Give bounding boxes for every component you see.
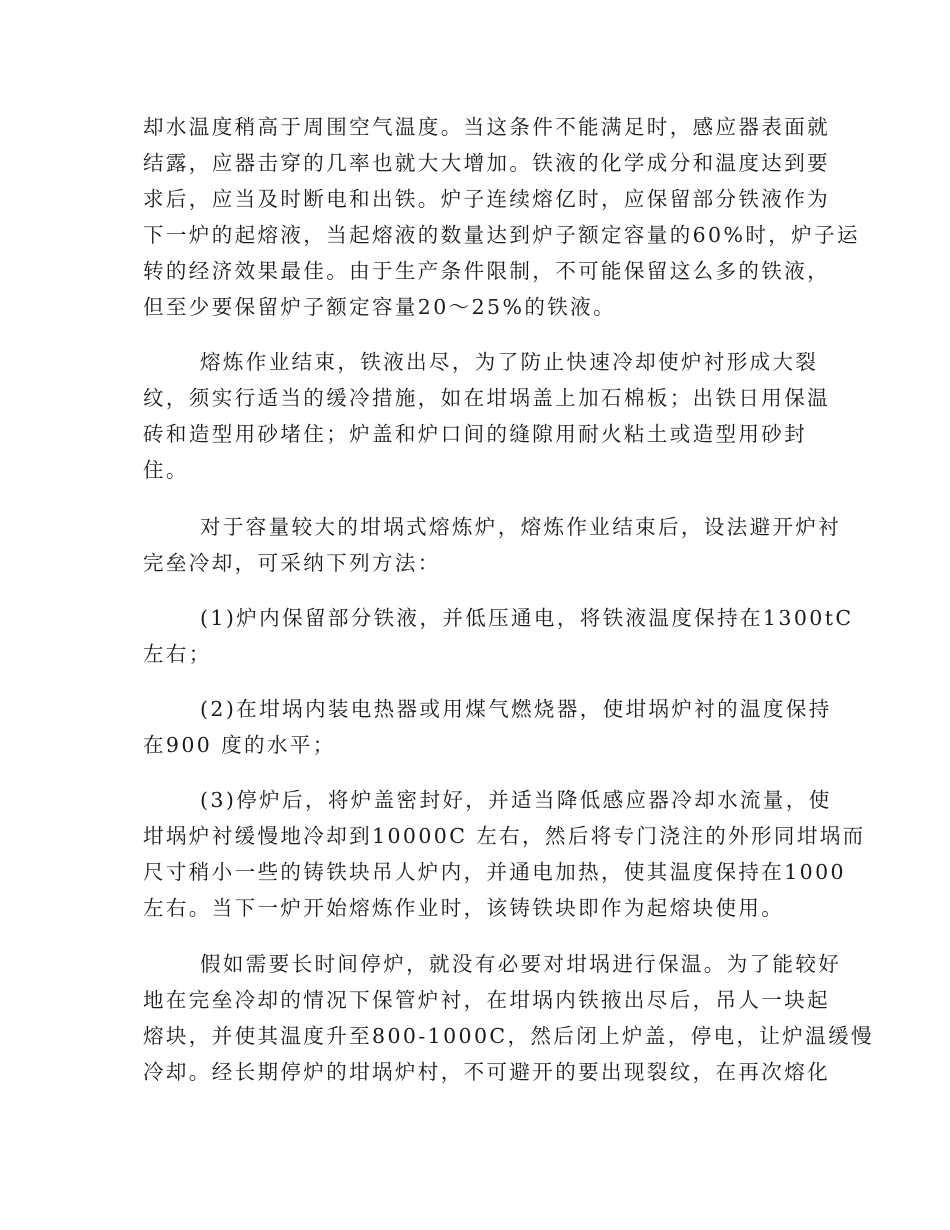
text-line: 对于容量较大的坩埚式熔炼炉，熔炼作业结束后，设法避开炉衬 [200, 515, 842, 539]
text-line: 尺寸稍小一些的铸铁块吊人炉内，并通电加热，使其温度保持在1000 [143, 860, 846, 884]
text-line: 熔炼作业结束，铁液出尽，为了防止快速冷却使炉衬形成大裂 [200, 350, 819, 374]
text-line: 冷却。经长期停炉的坩埚炉村，不可避开的要出现裂纹，在再次熔化 [143, 1060, 830, 1084]
text-line: 却水温度稍高于周围空气温度。当这条件不能满足时，感应器表面就 [143, 115, 830, 139]
text-line: (2)在坩埚内装电热器或用煤气燃烧器，使坩埚炉衬的温度保持 [200, 697, 832, 721]
text-line: 求后，应当及时断电和出铁。炉子连续熔亿时，应保留部分铁液作为 [143, 187, 830, 211]
text-line: 下一炉的起熔液，当起熔液的数量达到炉子额定容量的60%时，炉子运 [143, 223, 860, 247]
text-line: 结露，应器击穿的几率也就大大增加。铁液的化学成分和温度达到要 [143, 151, 830, 175]
text-line: (1)炉内保留部分铁液，并低压通电，将铁液温度保持在1300tC [200, 606, 854, 630]
text-line: 砖和造型用砂堵住；炉盖和炉口间的缝隙用耐火粘土或造型用砂封 [143, 422, 808, 446]
text-line: 转的经济效果最佳。由于生产条件限制，不可能保留这么多的铁液， [143, 259, 830, 283]
text-line: 住。 [143, 458, 189, 482]
text-line: 但至少要保留炉子额定容量20～25%的铁液。 [143, 295, 616, 319]
text-line: 在900 度的水平； [143, 733, 336, 757]
text-line: 左右。当下一炉开始熔炼作业时，该铸铁块即作为起熔块使用。 [143, 896, 785, 920]
text-line: 地在完垒冷却的情况下保管炉衬，在坩埚内铁掖出尽后，吊人一块起 [143, 988, 830, 1012]
text-line: (3)停炉后，将炉盖密封好，并适当降低感应器冷却水流量，使 [200, 788, 832, 812]
text-line: 完垒冷却，可采纳下列方法： [143, 551, 441, 575]
text-line: 熔块，并使其温度升至800-1000C，然后闭上炉盖，停电，让炉温缓慢 [143, 1024, 874, 1048]
text-line: 纹，须实行适当的缓冷措施，如在坩埚盖上加石棉板；出铁日用保温 [143, 386, 830, 410]
text-line: 坩埚炉衬缓慢地冷却到10000C 左右，然后将专门浇注的外形同坩埚而 [143, 824, 866, 848]
text-line: 左右； [143, 642, 212, 666]
text-line: 假如需要长时间停炉，就没有必要对坩埚进行保温。为了能较好 [200, 952, 842, 976]
